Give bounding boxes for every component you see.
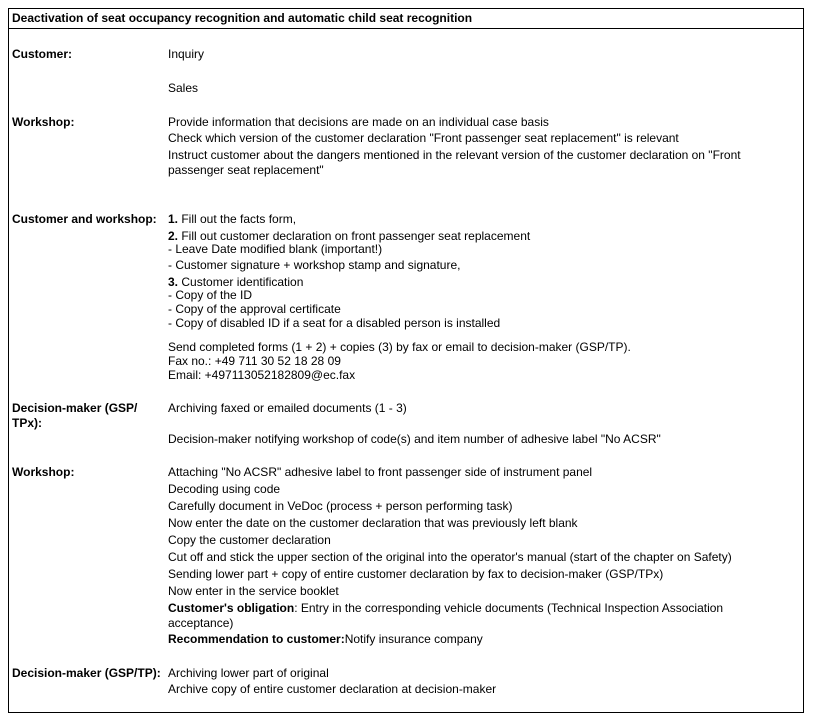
step-3-number: 3. <box>168 275 179 289</box>
step-1 <box>168 212 296 227</box>
customer-obligation <box>168 601 788 631</box>
recommendation <box>168 632 483 647</box>
workshop2-line-3: Carefully document in VeDoc (process + person performing task) <box>168 499 513 513</box>
workshop1-line-1: Provide information that decisions are made on an individual case basis <box>168 115 549 129</box>
decision2-line-1: Archiving lower part of original <box>168 666 329 680</box>
fax-number: Fax no.: +49 711 30 52 18 28 09 <box>168 354 341 368</box>
decision-maker-label-2: Decision-maker (GSP/TP): <box>12 666 161 680</box>
workshop2-line-8: Now enter in the service booklet <box>168 584 339 598</box>
document-frame <box>8 8 804 713</box>
decision1-line-2: Decision-maker notifying workshop of code(s) and item number of adhesive label "No ACSR" <box>168 432 661 446</box>
document-title: Deactivation of seat occupancy recognition and automatic child seat recognition <box>9 9 803 29</box>
workshop2-line-1: Attaching "No ACSR" adhesive label to front passenger side of instrument panel <box>168 465 593 479</box>
decision1-line-1: Archiving faxed or emailed documents (1 - 3) <box>168 401 407 415</box>
email-address: Email: +497113052182809@ec.fax <box>168 368 356 382</box>
step-2-number: 2. <box>168 229 179 243</box>
recommendation-label: Recommendation to customer: <box>168 632 345 646</box>
workshop2-line-6: Cut off and stick the upper section of the original into the operator's manual (start of the chapter on Safety) <box>168 550 732 564</box>
workshop2-line-2: Decoding using code <box>168 482 281 496</box>
step-2-line-2: - Customer signature + workshop stamp and signature, <box>168 258 461 272</box>
step-3-line-2: - Copy of the approval certificate <box>168 302 341 316</box>
workshop2-line-5: Copy the customer declaration <box>168 533 331 547</box>
obligation-text: : Entry in the corresponding vehicle documents (Technical Inspection Association acceptance) <box>168 601 724 630</box>
customer-line-sales: Sales <box>168 81 199 95</box>
recommendation-text: Notify insurance company <box>344 632 483 646</box>
obligation-label: Customer's obligation <box>168 601 295 615</box>
workshop2-line-7: Sending lower part + copy of entire customer declaration by fax to decision-maker (GSP/TPx) <box>168 567 664 581</box>
customer-workshop-label: Customer and workshop: <box>12 212 157 226</box>
workshop-label-1: Workshop: <box>12 115 75 129</box>
workshop1-line-2: Check which version of the customer declaration "Front passenger seat replacement" is relevant <box>168 131 679 145</box>
step-3-text: Customer identification <box>178 275 304 289</box>
customer-label: Customer: <box>12 47 73 61</box>
workshop2-line-4: Now enter the date on the customer declaration that was previously left blank <box>168 516 578 530</box>
step-1-number: 1. <box>168 212 179 226</box>
decision-maker-label-1: Decision-maker (GSP/ TPx): <box>12 401 138 430</box>
step-3-line-3: - Copy of disabled ID if a seat for a disabled person is installed <box>168 316 501 330</box>
step-1-text: Fill out the facts form, <box>178 212 297 226</box>
workshop-label-2: Workshop: <box>12 465 75 479</box>
step-2-line-1: - Leave Date modified blank (important!) <box>168 242 383 256</box>
step-2-text: Fill out customer declaration on front passenger seat replacement <box>178 229 531 243</box>
decision2-line-2: Archive copy of entire customer declaration at decision-maker <box>168 682 497 696</box>
step-3-line-1: - Copy of the ID <box>168 288 253 302</box>
workshop1-line-3: Instruct customer about the dangers mentioned in the relevant version of the customer declaration on "Front passenger seat replacement" <box>168 148 741 177</box>
customer-line-inquiry: Inquiry <box>168 47 205 61</box>
send-line-1: Send completed forms (1 + 2) + copies (3) by fax or email to decision-maker (GSP/TP). <box>168 340 631 354</box>
